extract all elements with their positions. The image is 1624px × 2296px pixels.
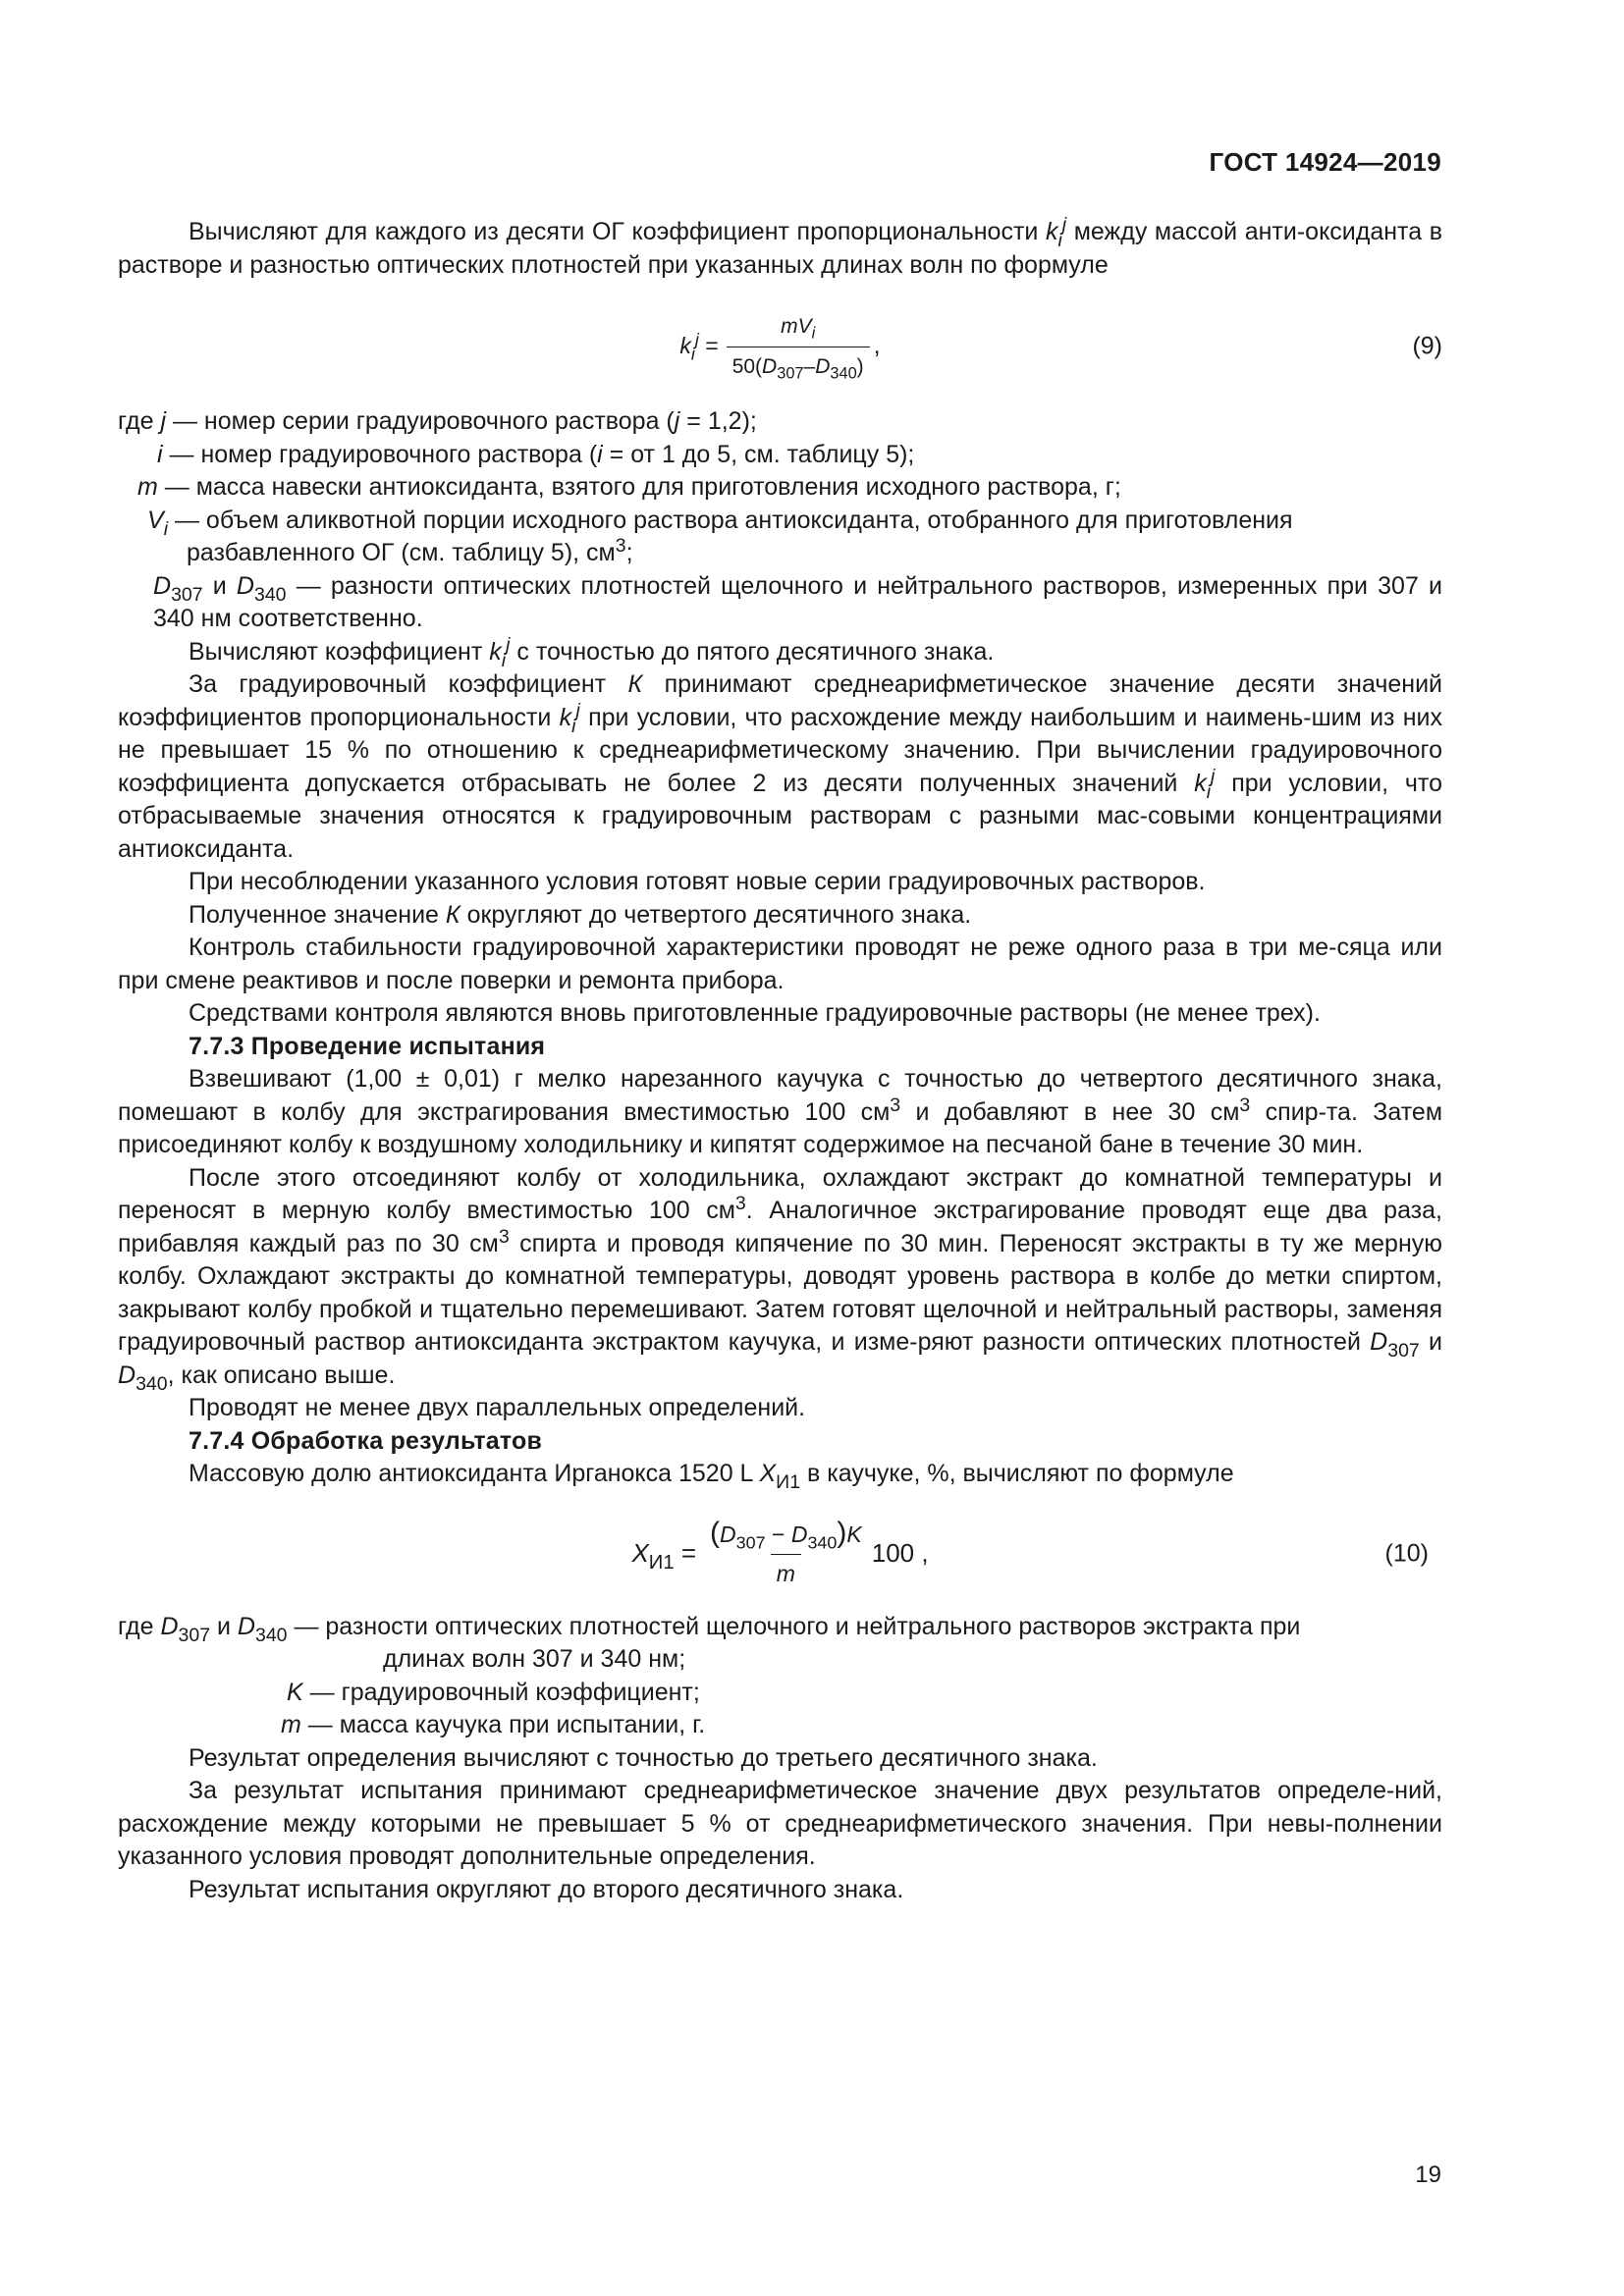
equation-number-9: (9) xyxy=(1412,332,1442,360)
paragraph-test-result: За результат испытания принимают среднеарифметическое значение двух результатов определе-ний, расхождение между которыми не превышает 5 % от среднеарифметического значения. При невы-полнении указанного условия проводят дополнительные определения. xyxy=(118,1777,1442,1870)
definitions-formula-10 xyxy=(118,1611,1442,1742)
formula-9 xyxy=(118,292,1442,401)
paragraph-precision-k: Вычисляют коэффициент $k_i^j$ с точностью до пятого десятичного знака. xyxy=(189,633,995,671)
def-i: i — номер градуировочного раствора (i = от 1 до 5, см. таблицу 5); xyxy=(157,440,915,468)
formula-9-lhs: $k_i^j$ = xyxy=(679,330,719,364)
page-number: 19 xyxy=(1415,2162,1441,2188)
standard-header: ГОСТ 14924—2019 xyxy=(1209,147,1441,177)
paragraph-parallel-determinations: Проводят не менее двух параллельных определений. xyxy=(189,1394,806,1421)
paragraph-calibration-coefficient: За градуировочный коэффициент К принимают среднеарифметическое значение десяти значений коэффициентов пропорциональности $k_i^j$ при условии, что расхождение между наибольшим и наимень-шим из них не превышает 15 % по отношению к среднеарифметическому значению. При вычислении градуировочного коэффициента допускается отбрасывать не более 2 из десяти полученных значений $k_i^j$ при условии, что отбрасываемые значения относятся к градуировочным растворам с разными мас-совыми концентрациями антиоксиданта. xyxy=(118,670,1443,863)
formula-9-numerator: $mV_i$ xyxy=(781,315,816,343)
paragraph-stability-control: Контроль стабильности градуировочной характеристики проводят не реже одного раза в три ме-сяца или при смене реактивов и после поверки и ремонта прибора. xyxy=(118,934,1442,994)
paragraph-intro xyxy=(118,216,1442,282)
formula-10-denominator: m xyxy=(771,1554,801,1591)
paragraph-rounding-k: Полученное значение К округляют до четвертого десятичного знака. xyxy=(189,900,972,929)
section-heading-7-7-3: 7.7.3 Проведение испытания xyxy=(189,1032,546,1060)
paragraph-control-means: Средствами контроля являются вновь приготовленные градуировочные растворы (не менее трех). xyxy=(189,999,1321,1027)
symbol-k: k xyxy=(1045,218,1058,245)
paragraph-weighing: Взвешивают (1,00 ± 0,01) г мелко нарезанного каучука с точностью до четвертого десятичного знака, помешают в колбу для экстрагирования вместимостью 100 $см^3$ и добавляют в нее 30 $см^3$ спир-та. Затем присоединяют колбу к воздушному холодильнику и кипятят содержимое на песчаной бане в течение 30 мин. xyxy=(118,1065,1443,1158)
formula-9-tail: , xyxy=(873,332,881,360)
def-v: $V_i$ — объем аликвотной порции исходного раствора антиоксиданта, отобранного для приготовления xyxy=(147,506,1293,540)
symbol-sub: i xyxy=(1057,229,1062,251)
section-heading-7-7-4: 7.7.4 Обработка результатов xyxy=(189,1426,543,1455)
def-m: m — масса навески антиоксиданта, взятого для приготовления исходного раствора, г; xyxy=(137,473,1121,501)
formula-9-denominator: $50(D_{307}-D_{340})$ xyxy=(727,347,870,384)
paragraph-mass-fraction: Массовую долю антиоксиданта Ирганокса 1520 L $X_{И1}$ в каучуке, %, вычисляют по формуле xyxy=(189,1460,1234,1493)
paragraph-result-precision: Результат определения вычисляют с точностью до третьего десятичного знака. xyxy=(189,1743,1098,1772)
def-m2: m — масса каучука при испытании, г. xyxy=(281,1711,706,1738)
formula-10-expression xyxy=(118,1501,1442,1607)
symbol-sup: j xyxy=(1061,214,1067,237)
formula-9-fraction xyxy=(727,310,870,383)
formula-10-fraction xyxy=(704,1517,868,1591)
text-span: Вычисляют для каждого из десяти ОГ коэффициент пропорциональности xyxy=(189,218,1046,245)
paragraph-result-rounding: Результат испытания округляют до второго десятичного знака. xyxy=(189,1875,904,1903)
formula-10-tail: 100 , xyxy=(871,1537,929,1568)
def-j: где j — номер серии градуировочного раствора (j = 1,2); xyxy=(118,407,757,435)
def-v-cont: разбавленного ОГ (см. таблицу 5), $см^3$; xyxy=(187,535,633,566)
document-body xyxy=(118,216,1442,1906)
paragraph-new-series: При несоблюдении указанного условия готовят новые серии градуировочных растворов. xyxy=(189,868,1206,895)
formula-10 xyxy=(118,1501,1442,1607)
paragraph-extraction: После этого отсоединяют колбу от холодильника, охлаждают экстракт до комнатной температуры и переносят в мерную колбу вместимостью 100 $см^3$. Аналогичное экстрагирование проводят еще два раза, прибавляя каждый раз по 30 $см^3$ спирта и проводя кипячение по 30 мин. Переносят экстракты в ту же мерную колбу. Охлаждают экстракты до комнатной температуры, доводят уровень раствора в колбе до метки спиртом, закрывают колбу пробкой и тщательно перемешивают. Затем готовят щелочной и нейтральный растворы, заменяя градуировочный раствор антиоксиданта экстрактом каучука, и изме-ряют разности оптических плотностей $D_{307}$ и $D_{340}$, как описано выше. xyxy=(118,1163,1443,1395)
formula-10-lhs: $X_{И1}$ = xyxy=(631,1537,697,1574)
definitions-formula-9 xyxy=(118,405,1442,636)
equation-number-10: (10) xyxy=(1384,1538,1429,1567)
def-k: K — градуировочный коэффициент; xyxy=(287,1678,700,1706)
text-span: между массой анти-оксиданта в растворе и разностью оптических плотностей при указанных длинах волн по формуле xyxy=(118,218,1442,279)
def-d2-cont: длинах волн 307 и 340 нм; xyxy=(383,1645,686,1673)
def-d: $D_{307}$ и $D_{340}$ — разности оптических плотностей щелочного и нейтрального растворов, измеренных при 307 и 340 нм соответственно. xyxy=(153,571,1442,632)
formula-10-numerator: $(D_{307} - D_{340})K$ xyxy=(710,1516,862,1552)
formula-9-expression xyxy=(118,292,1442,401)
def-d2: где $D_{307}$ и $D_{340}$ — разности оптических плотностей щелочного и нейтрального растворов экстракта при xyxy=(118,1612,1301,1646)
